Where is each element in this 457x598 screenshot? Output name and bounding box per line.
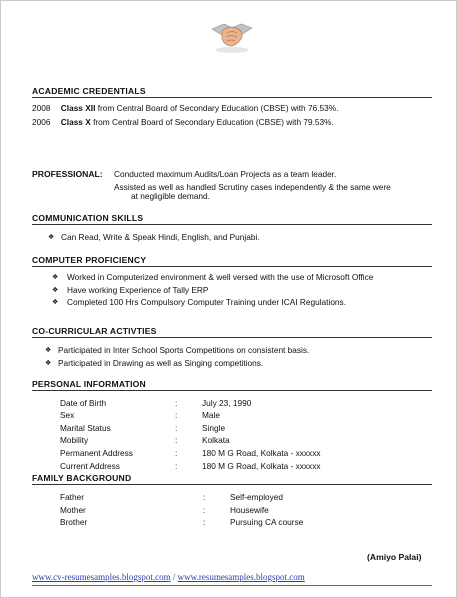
family-separator: : bbox=[203, 492, 206, 502]
cocurricular-item: Participated in Drawing as well as Singing competitions. bbox=[58, 358, 264, 368]
personal-value: Male bbox=[202, 410, 220, 420]
academic-class: Class XII bbox=[60, 103, 96, 113]
computer-item: Have working Experience of Tally ERP bbox=[67, 285, 209, 295]
bullet-icon: ❖ bbox=[45, 347, 52, 354]
personal-separator: : bbox=[175, 461, 178, 471]
bullet-icon: ❖ bbox=[52, 274, 59, 281]
footer-link[interactable]: www.resumesamples.blogspot.com bbox=[177, 572, 305, 582]
signature-name: (Amiyo Palai) bbox=[367, 552, 422, 562]
professional-line: Conducted maximum Audits/Loan Projects as a team leader. bbox=[114, 169, 337, 179]
professional-line: at negligible demand. bbox=[131, 191, 210, 201]
personal-separator: : bbox=[175, 410, 178, 420]
professional-label: PROFESSIONAL: bbox=[32, 169, 103, 179]
footer-links bbox=[32, 572, 305, 582]
academic-row bbox=[32, 117, 334, 127]
footer-link[interactable]: www.cv-resumesamples.blogspot.com bbox=[32, 572, 171, 582]
bullet-icon: ❖ bbox=[48, 234, 55, 241]
professional-line: Assisted as well as handled Scrutiny cases independently & the same were bbox=[114, 182, 391, 192]
personal-value: July 23, 1990 bbox=[202, 398, 252, 408]
family-value: Pursuing CA course bbox=[230, 517, 304, 527]
family-label: Brother bbox=[60, 517, 88, 527]
personal-label: Date of Birth bbox=[60, 398, 107, 408]
academic-detail: from Central Board of Secondary Education (CBSE) with 79.53%. bbox=[93, 117, 334, 127]
personal-separator: : bbox=[175, 423, 178, 433]
family-value: Housewife bbox=[230, 505, 269, 515]
family-section-title: FAMILY BACKGROUND bbox=[32, 473, 132, 483]
section-divider bbox=[32, 484, 432, 485]
family-label: Mother bbox=[60, 505, 86, 515]
academic-row bbox=[32, 103, 338, 113]
handshake-icon bbox=[210, 15, 254, 55]
section-divider bbox=[32, 390, 432, 391]
section-divider bbox=[32, 224, 432, 225]
computer-section-title: COMPUTER PROFICIENCY bbox=[32, 255, 147, 265]
academic-year: 2006 bbox=[32, 117, 51, 127]
personal-label: Permanent Address bbox=[60, 448, 133, 458]
section-divider bbox=[32, 337, 432, 338]
personal-value: 180 M G Road, Kolkata - xxxxxx bbox=[202, 461, 321, 471]
family-label: Father bbox=[60, 492, 84, 502]
personal-label: Marital Status bbox=[60, 423, 111, 433]
personal-separator: : bbox=[175, 435, 178, 445]
personal-label: Mobility bbox=[60, 435, 89, 445]
academic-section-title: ACADEMIC CREDENTIALS bbox=[32, 86, 146, 96]
academic-detail: from Central Board of Secondary Education (CBSE) with 76.53%. bbox=[97, 103, 339, 113]
personal-value: Kolkata bbox=[202, 435, 230, 445]
bullet-icon: ❖ bbox=[52, 287, 59, 294]
footer-divider bbox=[32, 585, 432, 586]
academic-year: 2008 bbox=[32, 103, 51, 113]
personal-section-title: PERSONAL INFORMATION bbox=[32, 379, 146, 389]
footer-separator: / bbox=[170, 572, 178, 582]
personal-separator: : bbox=[175, 398, 178, 408]
section-divider bbox=[32, 97, 432, 98]
personal-value: 180 M G Road, Kolkata - xxxxxx bbox=[202, 448, 321, 458]
section-divider bbox=[32, 266, 432, 267]
computer-item: Worked in Computerized environment & well versed with the use of Microsoft Office bbox=[67, 272, 374, 282]
communication-item: Can Read, Write & Speak Hindi, English, and Punjabi. bbox=[61, 232, 260, 242]
cocurricular-section-title: CO-CURRICULAR ACTIVTIES bbox=[32, 326, 157, 336]
computer-item: Completed 100 Hrs Compulsory Computer Training under ICAI Regulations. bbox=[67, 297, 346, 307]
cocurricular-item: Participated in Inter School Sports Competitions on consistent basis. bbox=[58, 345, 310, 355]
bullet-icon: ❖ bbox=[52, 299, 59, 306]
bullet-icon: ❖ bbox=[45, 360, 52, 367]
family-separator: : bbox=[203, 517, 206, 527]
personal-label: Sex bbox=[60, 410, 75, 420]
academic-class: Class X bbox=[60, 117, 91, 127]
personal-separator: : bbox=[175, 448, 178, 458]
personal-label: Current Address bbox=[60, 461, 120, 471]
family-value: Self-employed bbox=[230, 492, 284, 502]
family-separator: : bbox=[203, 505, 206, 515]
personal-value: Single bbox=[202, 423, 226, 433]
communication-section-title: COMMUNICATION SKILLS bbox=[32, 213, 144, 223]
